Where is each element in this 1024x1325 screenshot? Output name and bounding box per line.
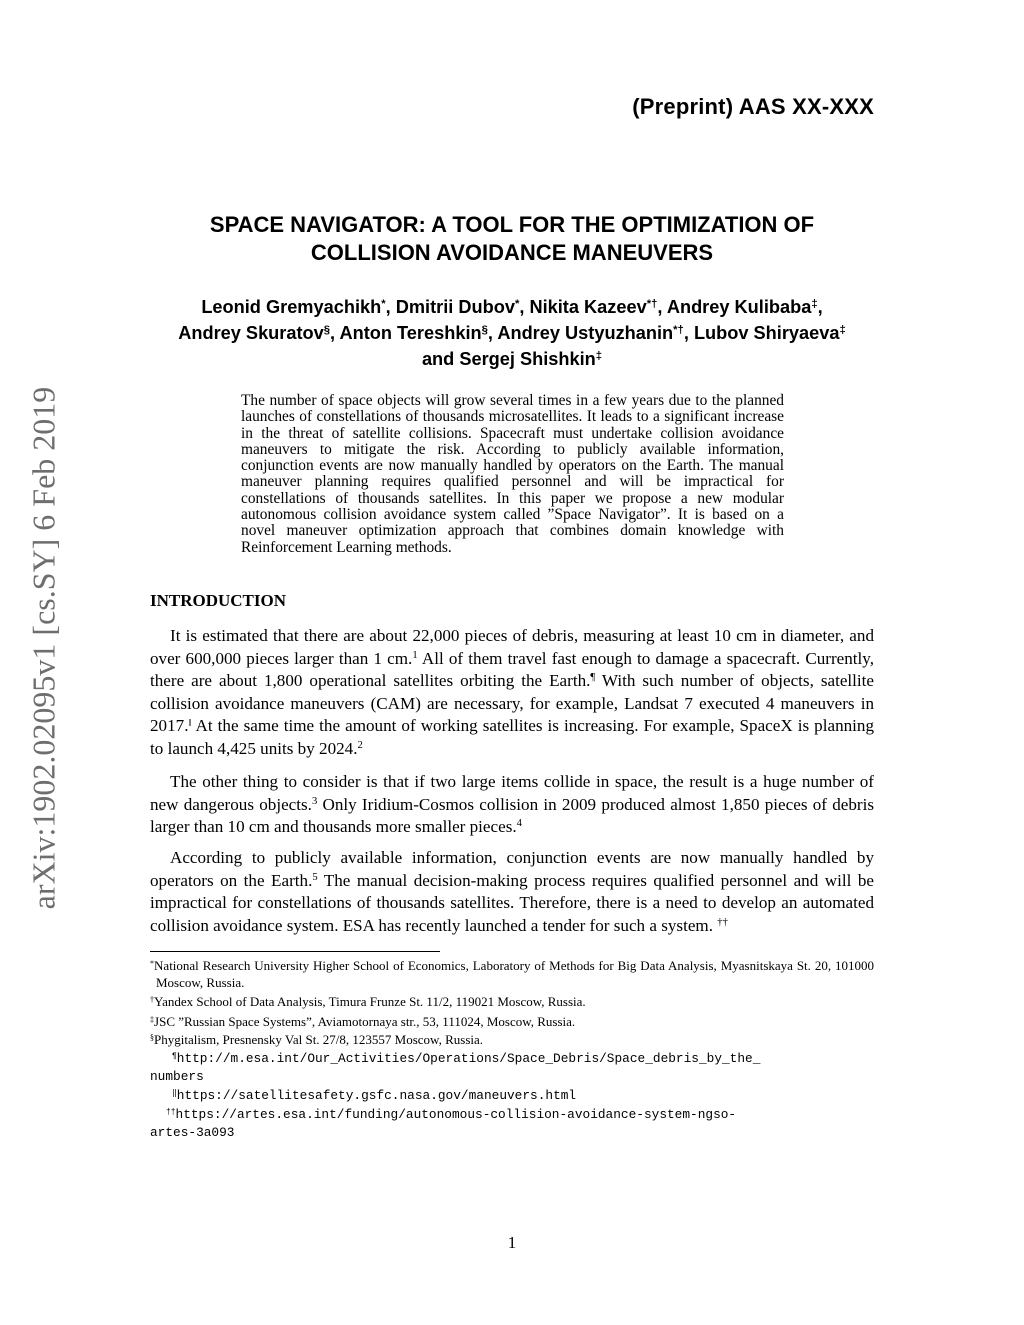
footnote-mark: †† (166, 1107, 176, 1117)
author-separator: , (519, 297, 530, 317)
paragraph-text: Only Iridium-Cosmos collision in 2009 produced almost 1,850 pieces of debris larger than 10 cm and thousands more smaller pieces. (150, 794, 874, 837)
paragraph-text: At the same time the amount of working satellites is increasing. For example, SpaceX is planning to launch 4,425 units by 2024. (150, 716, 874, 758)
footnote-text: National Research University Higher School of Economics, Laboratory of Methods for Big Data Analysis, Myasnitskaya St. 20, 101000 Moscow, Russia. (154, 958, 874, 990)
abstract-text: The number of space objects will grow several times in a few years due to the planned launches of constellations of thousands microsatellites. It leads to a significant increase in the threat of satellite collisions. Spacecraft must undertake collision avoidance maneuvers to mitigate the risk. According to publicly available information, conjunction events are now manually handled by operators on the Earth. The manual maneuver planning requires qualified personnel and will be impractical for constellations of thousands satellites. In this paper we propose a new modular autonomous collision avoidance system called ”Space Navigator”. It is based on a novel maneuver optimization approach that combines domain knowledge with Reinforcement Learning methods. (241, 392, 784, 556)
paragraph-text: According to publicly available information, conjunction events are now manually handled by operators on the Earth. (150, 848, 874, 890)
author-affiliation-mark: * (381, 297, 386, 310)
footnote-mark: ¶ (172, 1051, 177, 1061)
author-affiliation-mark: ‡ (839, 323, 846, 336)
citation-ref: 5 (312, 871, 318, 883)
citation-ref: 2 (357, 740, 363, 752)
author-name: Nikita Kazeev (529, 297, 647, 317)
page-number: 1 (507, 1233, 517, 1252)
author-affiliation-mark: *† (673, 323, 684, 336)
url-link[interactable]: http://m.esa.int/Our_Activities/Operations/Space_Debris/Space_debris_by_the_ (176, 1051, 761, 1066)
author-name: Andrey Ustyuzhanin (497, 323, 674, 343)
footnote-url-line[interactable] (150, 1106, 874, 1124)
url-link-continuation[interactable]: artes-3a093 (150, 1124, 235, 1140)
paragraph-text: The manual decision-making process requires qualified personnel and will be impractical for constellations of thousands satellites. Therefore, there is a need to develop an automated collision avoidance system. ESA has recently launched a tender for such a system. (150, 870, 874, 935)
section-heading-introduction: INTRODUCTION (150, 591, 287, 610)
author-affiliation-mark: *† (646, 297, 658, 310)
url-link[interactable]: https://satellitesafety.gsfc.nasa.gov/maneuvers.html (176, 1088, 577, 1103)
footnote-mark: † (150, 994, 155, 1004)
author-name: Lubov Shiryaeva (693, 323, 840, 343)
footnote-url-nasa (150, 1087, 874, 1105)
footnote-mark: * (150, 958, 155, 968)
author-affiliation-mark: ‡ (811, 297, 818, 310)
footnote-affiliation-hse (150, 957, 874, 991)
footnote-text: Yandex School of Data Analysis, Timura Frunze St. 11/2, 119021 Moscow, Russia. (154, 994, 586, 1009)
author-name: Anton Tereshkin (339, 323, 482, 343)
author-affiliation-mark: * (514, 297, 520, 310)
footnote-text: Phygitalism, Presnensky Val St. 27/8, 123557 Moscow, Russia. (154, 1032, 484, 1047)
footnote-url-line[interactable] (150, 1087, 874, 1105)
citation-ref: 1 (412, 649, 418, 661)
author-separator: , (385, 297, 396, 317)
paragraph-text: The other thing to consider is that if two large items collide in space, the result is a huge number of new dangerous objects. (150, 772, 874, 814)
footnote-ref: ¶ (590, 672, 596, 684)
footnote-ref: ‖ (188, 717, 192, 729)
footnote-mark: ‡ (150, 1014, 155, 1024)
author-name: Andrey Kulibaba (666, 297, 812, 317)
footnote-divider (150, 951, 440, 952)
author-separator: , (657, 297, 667, 317)
author-separator: , (683, 323, 694, 343)
paragraph-text: All of them travel fast enough to damage a spacecraft. Currently, there are about 1,800 operational satellites orbiting the Earth. (150, 648, 874, 691)
paragraph-text: It is estimated that there are about 22,000 pieces of debris, measuring at least 10 cm in diameter, and over 600,000 pieces larger than 1 cm. (150, 626, 874, 668)
intro-paragraph-3 (150, 847, 874, 937)
author-name: Dmitrii Dubov (395, 297, 515, 317)
author-affiliation-mark: § (481, 323, 488, 336)
author-line-3 (150, 346, 874, 372)
author-separator: , (487, 323, 498, 343)
footnote-affiliation-yandex (150, 993, 874, 1010)
citation-ref: 4 (516, 818, 522, 830)
footnote-url-line[interactable] (150, 1050, 874, 1068)
author-name: and Sergej Shishkin (421, 349, 596, 369)
url-link-continuation[interactable]: numbers (150, 1068, 204, 1084)
author-name: Andrey Skuratov (178, 323, 324, 343)
paragraph-text: With such number of objects, satellite collision avoidance maneuvers (CAM) are necessary, for example, Landsat 7 executed 4 maneuvers in 2017. (150, 671, 874, 736)
footnote-affiliation-phygitalism (150, 1031, 874, 1048)
author-list (150, 294, 874, 372)
author-affiliation-mark: § (323, 323, 331, 336)
author-affiliation-mark: ‡ (595, 349, 603, 362)
intro-paragraph-1 (150, 625, 874, 761)
footnote-url-esa-debris (150, 1050, 874, 1085)
author-separator: , (817, 297, 823, 317)
footnote-url-esa-artes (150, 1106, 874, 1141)
author-name: Leonid Gremyachikh (201, 297, 382, 317)
url-link[interactable]: https://artes.esa.int/funding/autonomous-collision-avoidance-system-ngso- (175, 1107, 737, 1122)
intro-paragraph-2 (150, 771, 874, 839)
author-line-2 (150, 320, 874, 346)
footnote-affiliation-rss (150, 1013, 874, 1030)
citation-ref: 3 (311, 795, 318, 807)
author-separator: , (330, 323, 340, 343)
footnote-ref: †† (717, 916, 728, 928)
paper-title (150, 211, 874, 267)
footnote-mark: § (150, 1032, 155, 1042)
author-line-1 (150, 294, 874, 320)
arxiv-identifier[interactable]: arXiv:1902.02095v1 [cs.SY] 6 Feb 2019 (25, 386, 62, 910)
preprint-label: (Preprint) AAS XX-XXX (632, 94, 874, 119)
title-line-2: COLLISION AVOIDANCE MANEUVERS (310, 240, 714, 265)
footnote-mark: ‖ (172, 1088, 177, 1098)
title-line-1: SPACE NAVIGATOR: A TOOL FOR THE OPTIMIZATION OF (209, 212, 815, 237)
footnote-text: JSC ”Russian Space Systems”, Aviamotornaya str., 53, 111024, Moscow, Russia. (154, 1014, 576, 1029)
